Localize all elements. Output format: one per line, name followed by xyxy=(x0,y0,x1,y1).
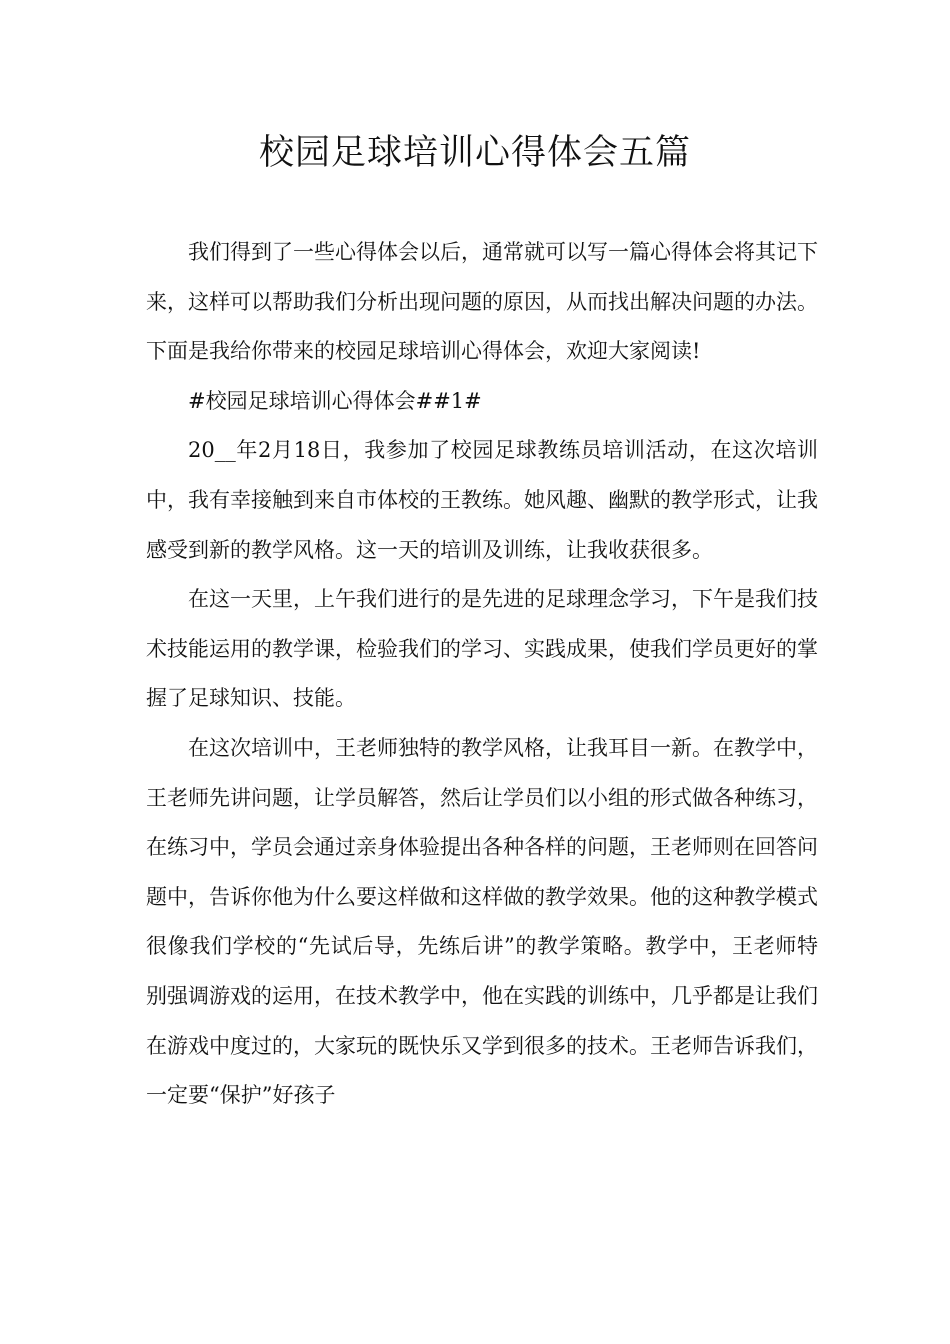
body-paragraph: 20__年2月18日，我参加了校园足球教练员培训活动，在这次培训中，我有幸接触到来自市体校的王教练。她风趣、幽默的教学形式，让我感受到新的教学风格。这一天的培训及训练，让我收获很多。 xyxy=(146,438,818,562)
document-body xyxy=(146,228,818,1121)
intro-paragraph: 我们得到了一些心得体会以后，通常就可以写一篇心得体会将其记下来，这样可以帮助我们分析出现问题的原因，从而找出解决问题的办法。下面是我给你带来的校园足球培训心得体会，欢迎大家阅读! xyxy=(146,240,818,364)
body-paragraph: 在这一天里，上午我们进行的是先进的足球理念学习，下午是我们技术技能运用的教学课，检验我们的学习、实践成果，使我们学员更好的掌握了足球知识、技能。 xyxy=(146,587,818,711)
body-paragraph: 在这次培训中，王老师独特的教学风格，让我耳目一新。在教学中，王老师先讲问题，让学员解答，然后让学员们以小组的形式做各种练习，在练习中，学员会通过亲身体验提出各种各样的问题，王老师则在回答问题中，告诉你他为什么要这样做和这样做的教学效果。他的这种教学模式很像我们学校的“先试后导，先练后讲”的教学策略。教学中，王老师特别强调游戏的运用，在技术教学中，他在实践的训练中，几乎都是让我们在游戏中度过的，大家玩的既快乐又学到很多的技术。王老师告诉我们，一定要“保护”好孩子 xyxy=(146,735,818,1108)
section-heading: #校园足球培训心得体会##1# xyxy=(188,388,482,413)
document-title: 校园足球培训心得体会五篇 xyxy=(258,133,691,173)
